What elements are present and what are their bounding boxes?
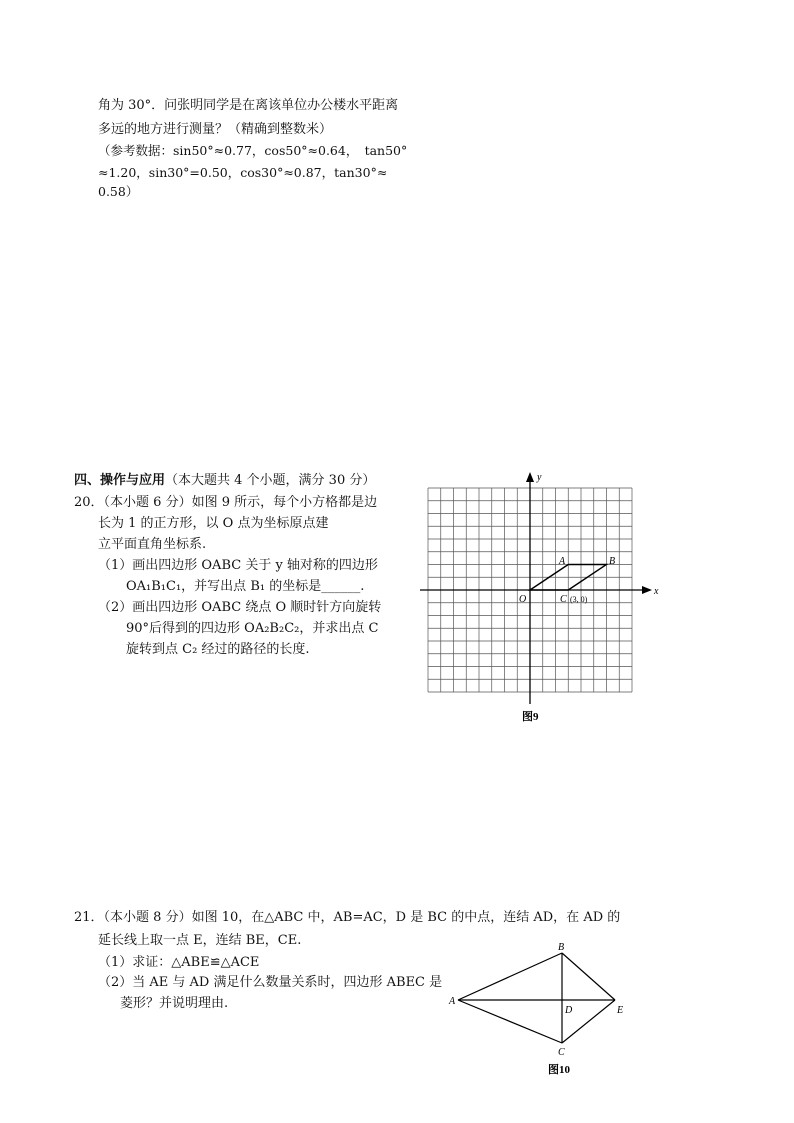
y-axis-arrow (526, 472, 534, 482)
point-b-label: B (609, 556, 616, 567)
point-c-label: C (560, 594, 567, 605)
q20-line-2: 长为 1 的正方形，以 O 点为坐标原点建 (98, 516, 329, 531)
segment-ac (458, 1000, 562, 1043)
point-b-label: B (558, 942, 565, 953)
q21-line-2: 延长线上取一点 E，连结 BE，CE. (98, 933, 302, 948)
section-4-header (74, 473, 375, 489)
segment-be (562, 953, 615, 1000)
q19-line-1: 角为 30°．问张明同学是在离该单位办公楼水平距离 (98, 98, 399, 113)
q20-line-8: 旋转到点 C₂ 经过的路径的长度. (126, 642, 310, 657)
figure-9 (420, 468, 670, 730)
point-e-label: E (617, 1005, 624, 1016)
q20-line-3: 立平面直角坐标系. (98, 537, 207, 552)
q19-line-4: ≈1.20，sin30°=0.50，cos30°≈0.87，tan30°≈ (98, 165, 388, 180)
axes (420, 472, 652, 704)
q21-line-4: （2）当 AE 与 AD 满足什么数量关系时，四边形 ABEC 是 (98, 975, 443, 990)
q20-line-7: 90°后得到的四边形 OA₂B₂C₂，并求出点 C (126, 621, 379, 636)
x-axis-label: x (654, 586, 659, 597)
y-axis-label: y (537, 472, 542, 483)
q20-line-1: 20．（本小题 6 分）如图 9 所示，每个小方格都是边 (74, 495, 378, 510)
figure-10 (444, 940, 644, 1080)
figure-10-caption: 图10 (548, 1064, 570, 1076)
origin-label: O (519, 594, 527, 605)
q19-line-5: 0.58） (98, 184, 139, 199)
section-4-note: （本大题共 4 个小题，满分 30 分） (165, 473, 376, 488)
q20-line-4: （1）画出四边形 OABC 关于 y 轴对称的四边形 (98, 558, 378, 573)
point-d-label: D (565, 1005, 573, 1016)
q20-line-5: OA₁B₁C₁，并写出点 B₁ 的坐标是______. (126, 579, 365, 594)
q19-line-3: （参考数据：sin50°≈0.77，cos50°≈0.64， tan50° (98, 143, 408, 158)
q21-line-5: 菱形？并说明理由. (120, 996, 229, 1011)
x-axis-arrow (642, 586, 652, 594)
point-a-label: A (449, 996, 456, 1007)
figure-9-caption: 图9 (522, 711, 539, 723)
q21-line-3: （1）求证：△ABE≌△ACE (98, 955, 260, 970)
section-4-title: 四、操作与应用 (74, 473, 166, 488)
point-a-label: A (559, 556, 566, 567)
point-c-label: C (558, 1047, 565, 1058)
q21-line-1: 21．（本小题 8 分）如图 10，在△ABC 中，AB=AC，D 是 BC 的中点，连结 AD，在 AD 的 (74, 910, 621, 925)
q20-line-6: （2）画出四边形 OABC 绕点 O 顺时针方向旋转 (98, 600, 382, 615)
point-c-coordinate: (3, 0) (570, 595, 588, 604)
q19-line-2: 多远的地方进行测量？（精确到整数米） (98, 122, 333, 137)
segment-ab (458, 953, 562, 1000)
